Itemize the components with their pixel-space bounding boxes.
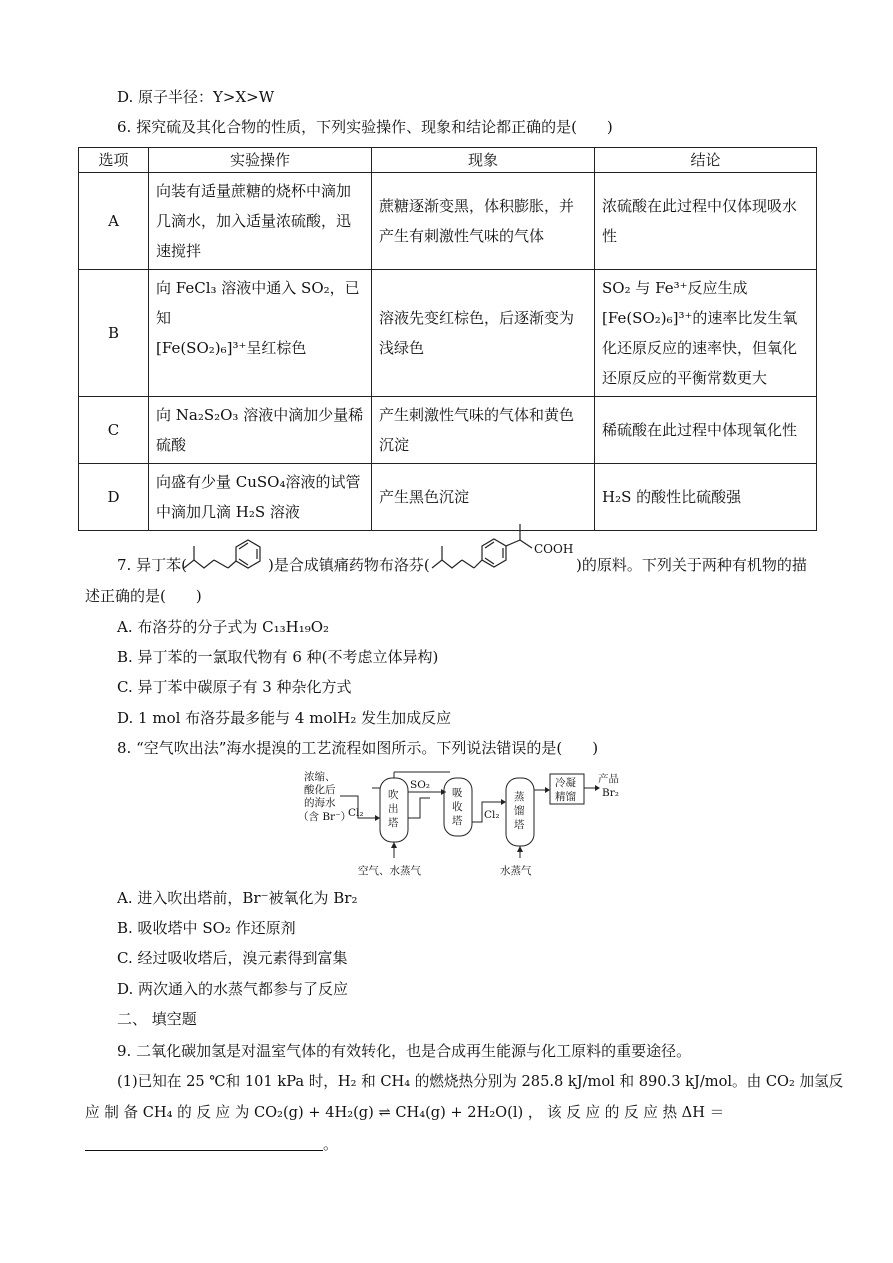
- answer-blank: [85, 1136, 323, 1151]
- q6-stem: 6. 探究硫及其化合物的性质，下列实验操作、现象和结论都正确的是( ): [117, 118, 613, 136]
- feed-line-4: （含 Br⁻）: [298, 811, 352, 823]
- row-operation: 向装有适量蔗糖的烧杯中滴加几滴水，加入适量浓硫酸，迅速搅拌: [149, 173, 372, 270]
- q8-stem: 8. “空气吹出法”海水提溴的工艺流程如图所示。下列说法错误的是( ): [117, 739, 599, 757]
- feed-line-1: 浓缩、: [304, 771, 336, 783]
- q5-option-d: D. 原子半径：Y>X>W: [117, 88, 275, 106]
- feed-line-2: 酸化后: [304, 784, 336, 796]
- q9-part1-line2: 应 制 备 CH₄ 的 反 应 为 CO₂(g) + 4H₂(g) ⇌ CH₄(g) + 2H₂O(l) ， 该 反 应 的 反 应 热 ΔH ＝: [85, 1104, 725, 1121]
- q7-option-a: A. 布洛芬的分子式为 C₁₃H₁₉O₂: [117, 618, 330, 636]
- q7-stem-3: )的原料。下列关于两种有机物的描: [576, 556, 807, 574]
- q9-part1-line1: (1)已知在 25 ℃和 101 kPa 时，H₂ 和 CH₄ 的燃烧热分别为 285.8 kJ/mol 和 890.3 kJ/mol。由 CO₂ 加氢反: [117, 1073, 844, 1090]
- isobutylbenzene-structure: [180, 532, 270, 580]
- row-phenomenon: 蔗糖逐渐变黑，体积膨胀，并产生有刺激性气味的气体: [372, 173, 595, 270]
- tower2-char-2: 收: [452, 801, 463, 813]
- steam-label: 水蒸气: [500, 865, 532, 877]
- q7-option-c: C. 异丁苯中碳原子有 3 种杂化方式: [117, 678, 352, 696]
- table-row: [79, 270, 817, 397]
- q9-stem: 9. 二氧化碳加氢是对温室气体的有效转化，也是合成再生能源与化工原料的重要途径。: [117, 1042, 692, 1060]
- tower3-char-2: 馏: [514, 805, 525, 817]
- row-operation: 向盛有少量 CuSO₄溶液的试管中滴加几滴 H₂S 溶液: [149, 464, 372, 531]
- air-steam-label: 空气、水蒸气: [358, 865, 421, 877]
- row-option: C: [79, 397, 149, 464]
- q8-option-c: C. 经过吸收塔后，溴元素得到富集: [117, 949, 348, 967]
- tower3-char-3: 塔: [514, 819, 525, 831]
- row-operation: 向 Na₂S₂O₃ 溶液中滴加少量稀硫酸: [149, 397, 372, 464]
- row-phenomenon: 产生黑色沉淀: [372, 464, 595, 531]
- row-phenomenon: 溶液先变红棕色，后逐渐变为浅绿色: [372, 270, 595, 397]
- condenser-line-2: 精馏: [555, 791, 576, 803]
- q7-stem-1: 7. 异丁苯(: [117, 556, 187, 574]
- bromine-process-diagram: [296, 768, 626, 880]
- q7-stem-4: 述正确的是( ): [85, 587, 202, 605]
- cooh-label: COOH: [534, 542, 574, 556]
- q6-table: [78, 147, 817, 531]
- product-line-1: 产品: [598, 773, 619, 785]
- q7-stem-2: )是合成镇痛药物布洛芬(: [268, 556, 430, 574]
- q8-option-d: D. 两次通入的水蒸气都参与了反应: [117, 980, 349, 998]
- period: 。: [323, 1135, 339, 1153]
- table-row: [79, 397, 817, 464]
- row-operation: 向 FeCl₃ 溶液中通入 SO₂，已知 [Fe(SO₂)₆]³⁺呈红棕色: [149, 270, 372, 397]
- cl2-label-2: Cl₂: [484, 809, 500, 821]
- cl2-label-1: Cl₂: [348, 807, 364, 819]
- q8-option-a: A. 进入吹出塔前，Br⁻被氧化为 Br₂: [117, 889, 358, 907]
- q7-option-d: D. 1 mol 布洛芬最多能与 4 molH₂ 发生加成反应: [117, 709, 452, 727]
- tower1-char-1: 吹: [388, 789, 399, 801]
- section-heading: 二、 填空题: [117, 1010, 197, 1028]
- q7-option-b: B. 异丁苯的一氯取代物有 6 种(不考虑立体异构): [117, 648, 439, 666]
- feed-line-3: 的海水: [304, 797, 336, 809]
- tower1-char-2: 出: [388, 803, 399, 815]
- product-line-2: Br₂: [602, 787, 619, 799]
- header-operation: 实验操作: [149, 148, 372, 173]
- row-conclusion: 浓硫酸在此过程中仅体现吸水性: [595, 173, 817, 270]
- row-option: D: [79, 464, 149, 531]
- table-row: [79, 173, 817, 270]
- row-option: A: [79, 173, 149, 270]
- so2-label: SO₂: [410, 779, 431, 791]
- tower3-char-1: 蒸: [514, 791, 525, 803]
- row-option: B: [79, 270, 149, 397]
- row-conclusion: SO₂ 与 Fe³⁺反应生成 [Fe(SO₂)₆]³⁺的速率比发生氧化还原反应的速率快，但氧化还原反应的平衡常数更大: [595, 270, 817, 397]
- tower2-char-1: 吸: [452, 787, 463, 799]
- table-header-row: [79, 148, 817, 173]
- condenser-line-1: 冷凝: [555, 777, 576, 789]
- q8-option-b: B. 吸收塔中 SO₂ 作还原剂: [117, 919, 296, 937]
- header-phenomenon: 现象: [372, 148, 595, 173]
- q9-answer-line: [85, 1134, 338, 1154]
- row-conclusion: H₂S 的酸性比硫酸强: [595, 464, 817, 531]
- header-option: 选项: [79, 148, 149, 173]
- tower2-char-3: 塔: [452, 815, 463, 827]
- row-phenomenon: 产生刺激性气味的气体和黄色沉淀: [372, 397, 595, 464]
- tower1-char-3: 塔: [388, 817, 399, 829]
- row-conclusion: 稀硫酸在此过程中体现氧化性: [595, 397, 817, 464]
- table-row: [79, 464, 817, 531]
- ibuprofen-structure: [428, 522, 578, 580]
- header-conclusion: 结论: [595, 148, 817, 173]
